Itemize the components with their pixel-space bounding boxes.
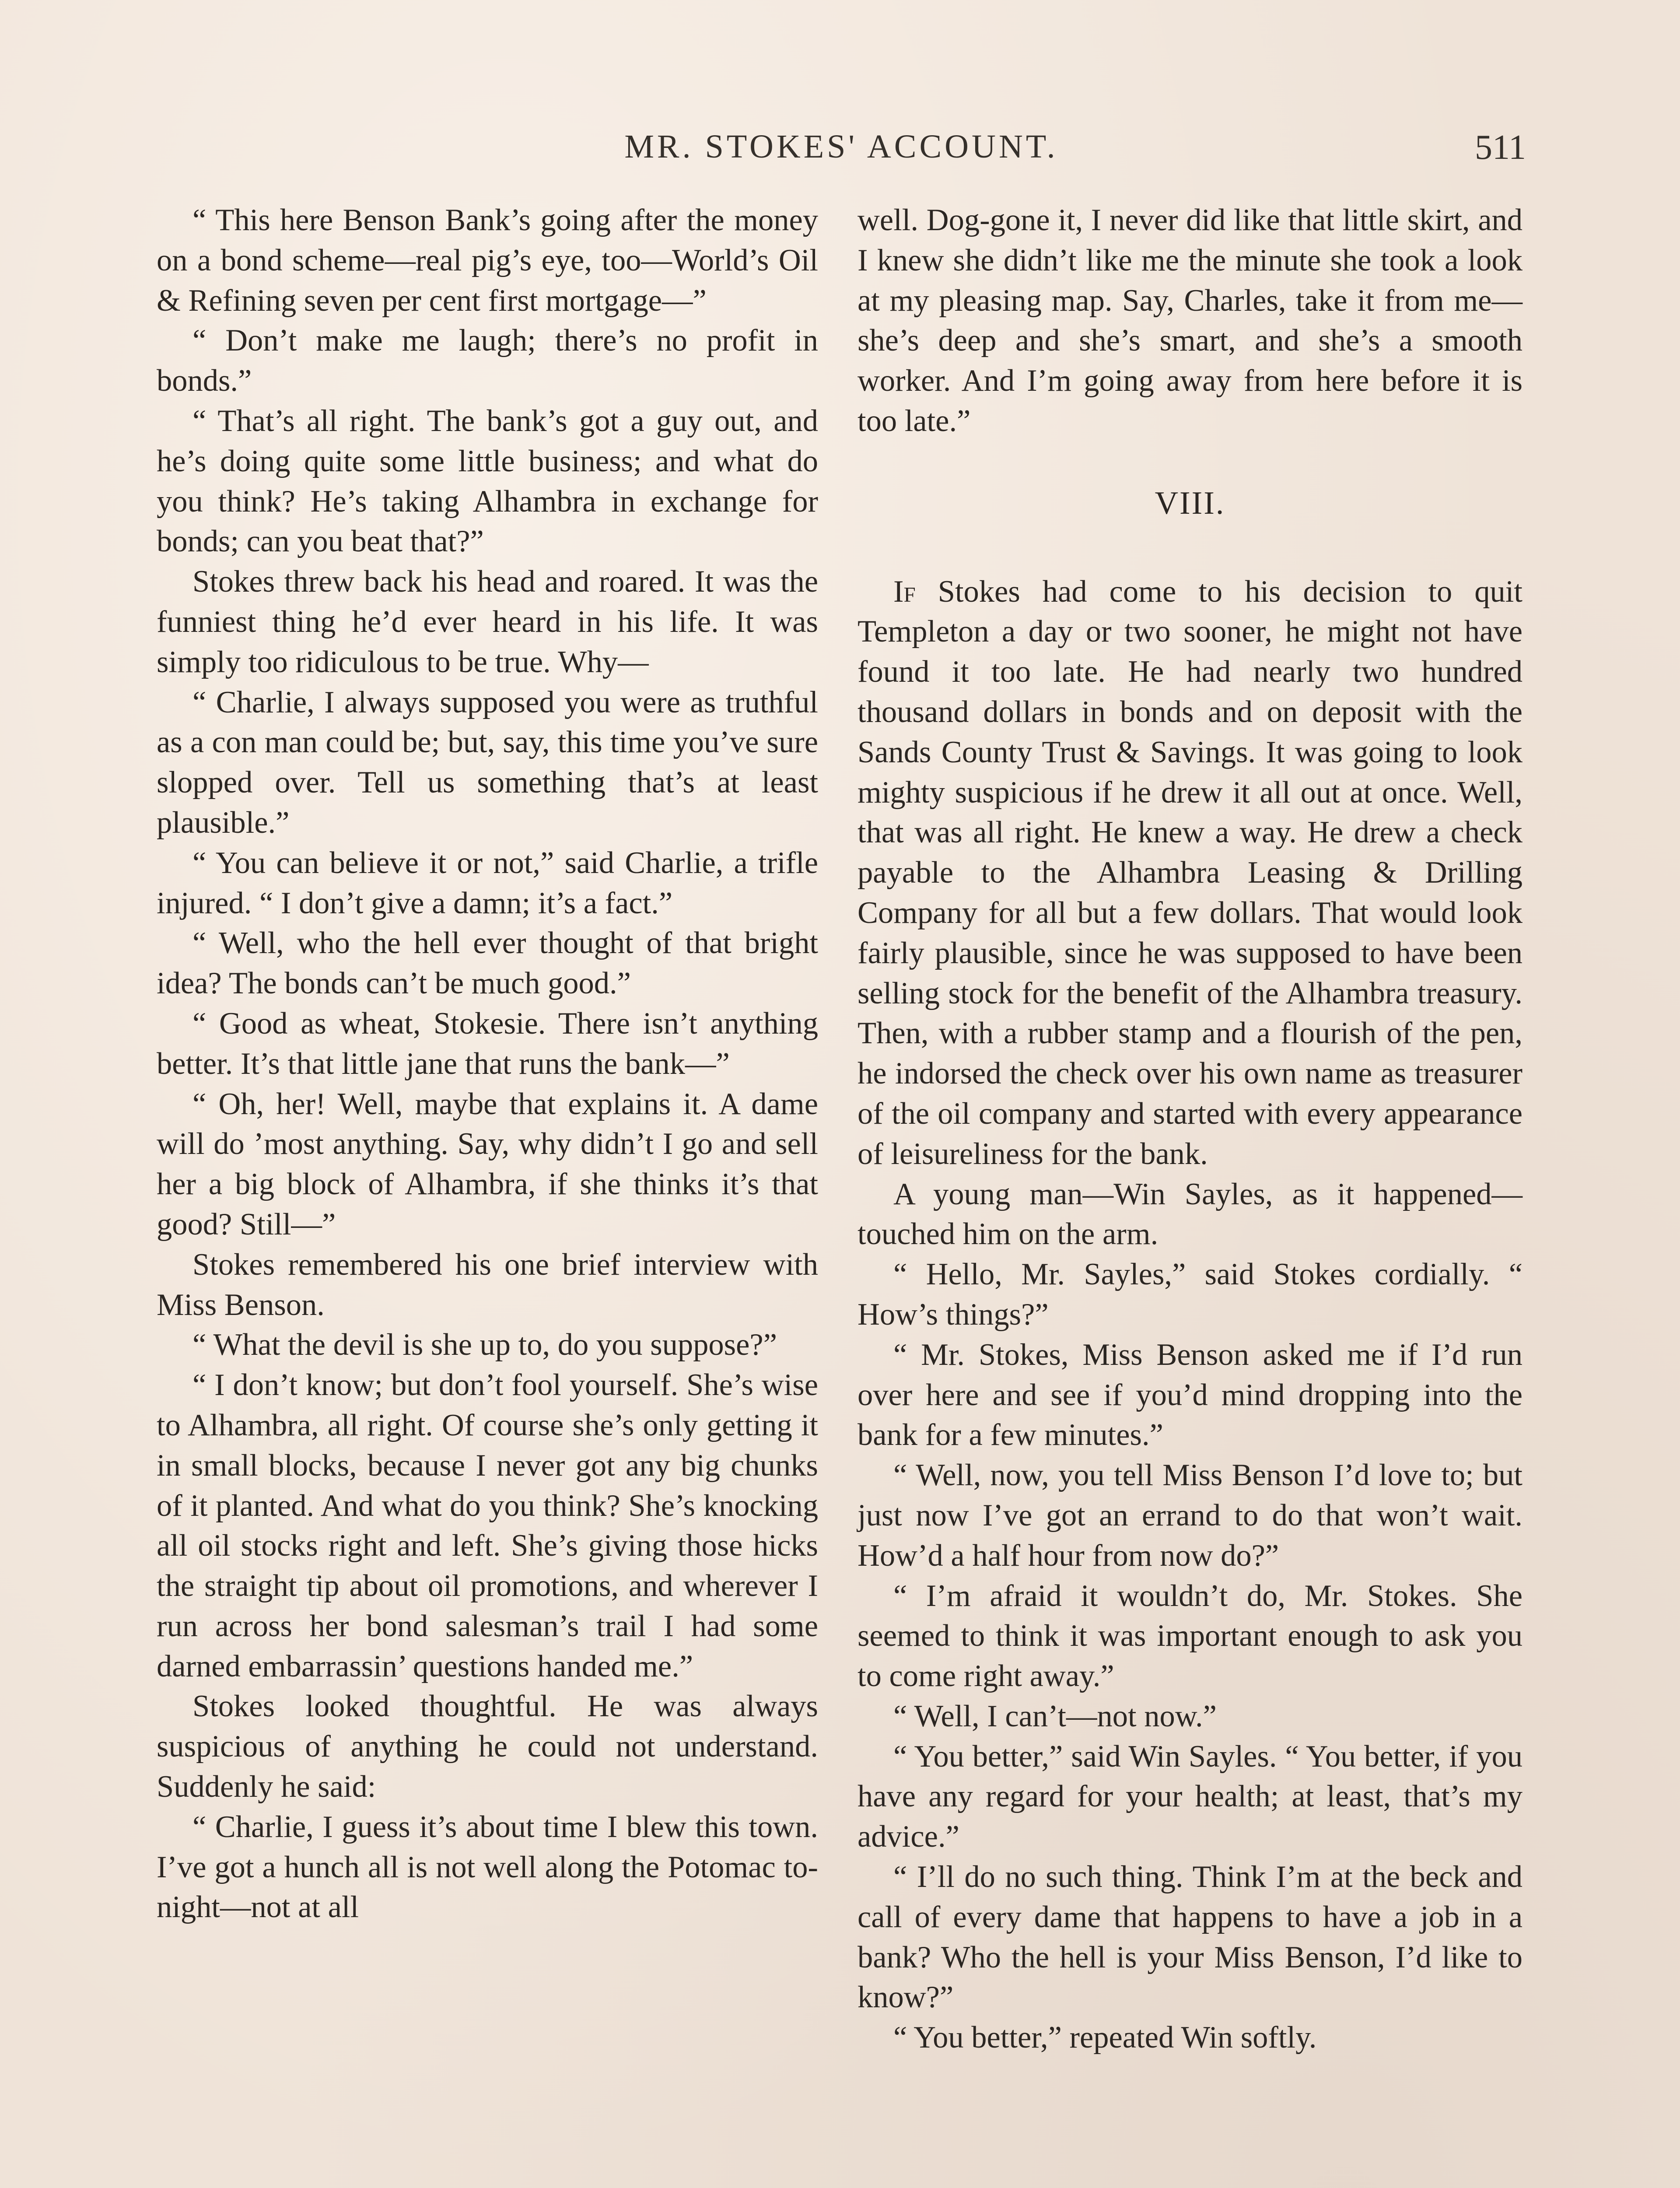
paragraph: Stokes looked thoughtful. He was always suspicious of anything he could not understand. Suddenly he said: [157, 1689, 818, 1804]
opening-text: Stokes had come to his decision to quit Templeton a day or two sooner, he might not have found it too late. He had nearly two hundred thousand dollars in bonds and on deposit with the Sands County Trust & Savings. It was going to look mighty suspicious if he drew it all out at once. Well, that was all right. He knew a way. He drew a check payable to the Alhambra Leasing & Drilling Company for all but a few dollars. That would look fairly plausible, since he was supposed to have been selling stock for the benefit of the Alhambra treasury. Then, with a rubber stamp and a flourish of the pen, he indorsed the check over his own name as treasurer of the oil company and started with every appearance of leisureliness for the bank. [858, 574, 1522, 1171]
section-heading: VIII. [1155, 485, 1225, 521]
drop-word: If [893, 574, 916, 609]
paragraph: “ I’ll do no such thing. Think I’m at the beck and call of every dame that happens to have a job in a bank? Who the hell is your Miss Benson, I’d like to know?” [858, 1860, 1522, 2015]
paragraph: “ Oh, her! Well, maybe that explains it. A dame will do ’most anything. Say, why didn’t I go and sell her a big block of Alhambra, if she thinks it’s that good? Still—” [157, 1087, 818, 1241]
paragraph: “ Mr. Stokes, Miss Benson asked me if I’d run over here and see if you’d mind dropping into the bank for a few minutes.” [858, 1337, 1522, 1452]
right-column [858, 200, 1522, 2058]
paragraph: Stokes threw back his head and roared. It was the funniest thing he’d ever heard in his life. It was simply too ridiculous to be true. Why— [157, 565, 818, 679]
page-number: 511 [1474, 128, 1526, 167]
section-opening-paragraph [858, 572, 1522, 1175]
left-column [157, 200, 818, 1928]
paragraph: “ Well, who the hell ever thought of that bright idea? The bonds can’t be much good.” [157, 926, 818, 1001]
paragraph: Stokes remembered his one brief interview with Miss Benson. [157, 1247, 818, 1322]
paragraph: “ I’m afraid it wouldn’t do, Mr. Stokes. She seemed to think it was important enough to ask you to come right away.” [858, 1578, 1522, 1694]
paragraph: “ Well, I can’t—not now.” [893, 1699, 1217, 1733]
paragraph: A young man—Win Sayles, as it happened—touched him on the arm. [858, 1177, 1522, 1252]
paragraph: “ You better,” said Win Sayles. “ You better, if you have any regard for your health; at least, that’s my advice.” [858, 1739, 1522, 1854]
continued-paragraph: well. Dog-gone it, I never did like that little skirt, and I knew she didn’t like me the minute she took a look at my pleasing map. Say, Charles, take it from me—she’s deep and she’s smart, and she’s a smooth worker. And I’m going away from here before it is too late.” [858, 203, 1522, 438]
page-header [157, 128, 1526, 180]
paragraph: “ Well, now, you tell Miss Benson I’d love to; but just now I’ve got an errand to do that won’t wait. How’d a half hour from now do?” [858, 1458, 1522, 1573]
paragraph: “ This here Benson Bank’s going after the money on a bond scheme—real pig’s eye, too—World’s Oil & Refining seven per cent first mortgage—” [157, 203, 818, 318]
paragraph: “ Charlie, I always supposed you were as truthful as a con man could be; but, say, this time you’ve sure slopped over. Tell us something that’s at least plausible.” [157, 685, 818, 840]
paragraph: “ You can believe it or not,” said Charlie, a trifle injured. “ I don’t give a damn; it’s a fact.” [157, 845, 818, 920]
paragraph: “ Don’t make me laugh; there’s no profit in bonds.” [157, 323, 818, 398]
paragraph: “ Charlie, I guess it’s about time I blew this town. I’ve got a hunch all is not well along the Potomac to-night—not at all [157, 1809, 818, 1925]
paragraph: “ What the devil is she up to, do you suppose?” [192, 1328, 777, 1362]
paragraph: “ That’s all right. The bank’s got a guy out, and he’s doing quite some little business; and what do you think? He’s taking Alhambra in exchange for bonds; can you beat that?” [157, 403, 818, 559]
paragraph: “ You better,” repeated Win softly. [893, 2020, 1317, 2055]
paragraph: “ Good as wheat, Stokesie. There isn’t anything better. It’s that little jane that runs the bank—” [157, 1006, 818, 1081]
running-head: MR. STOKES' ACCOUNT. [624, 128, 1058, 165]
paragraph: “ Hello, Mr. Sayles,” said Stokes cordially. “ How’s things?” [858, 1257, 1522, 1332]
paragraph: “ I don’t know; but don’t fool yourself. She’s wise to Alhambra, all right. Of course she’s only getting it in small blocks, because I never got any big chunks of it planted. And what do you think? She’s knocking all oil stocks right and left. She’s giving those hicks the straight tip about oil promotions, and wherever I run across her bond salesman’s trail I had some darned embarrassin’ questions handed me.” [157, 1368, 818, 1683]
